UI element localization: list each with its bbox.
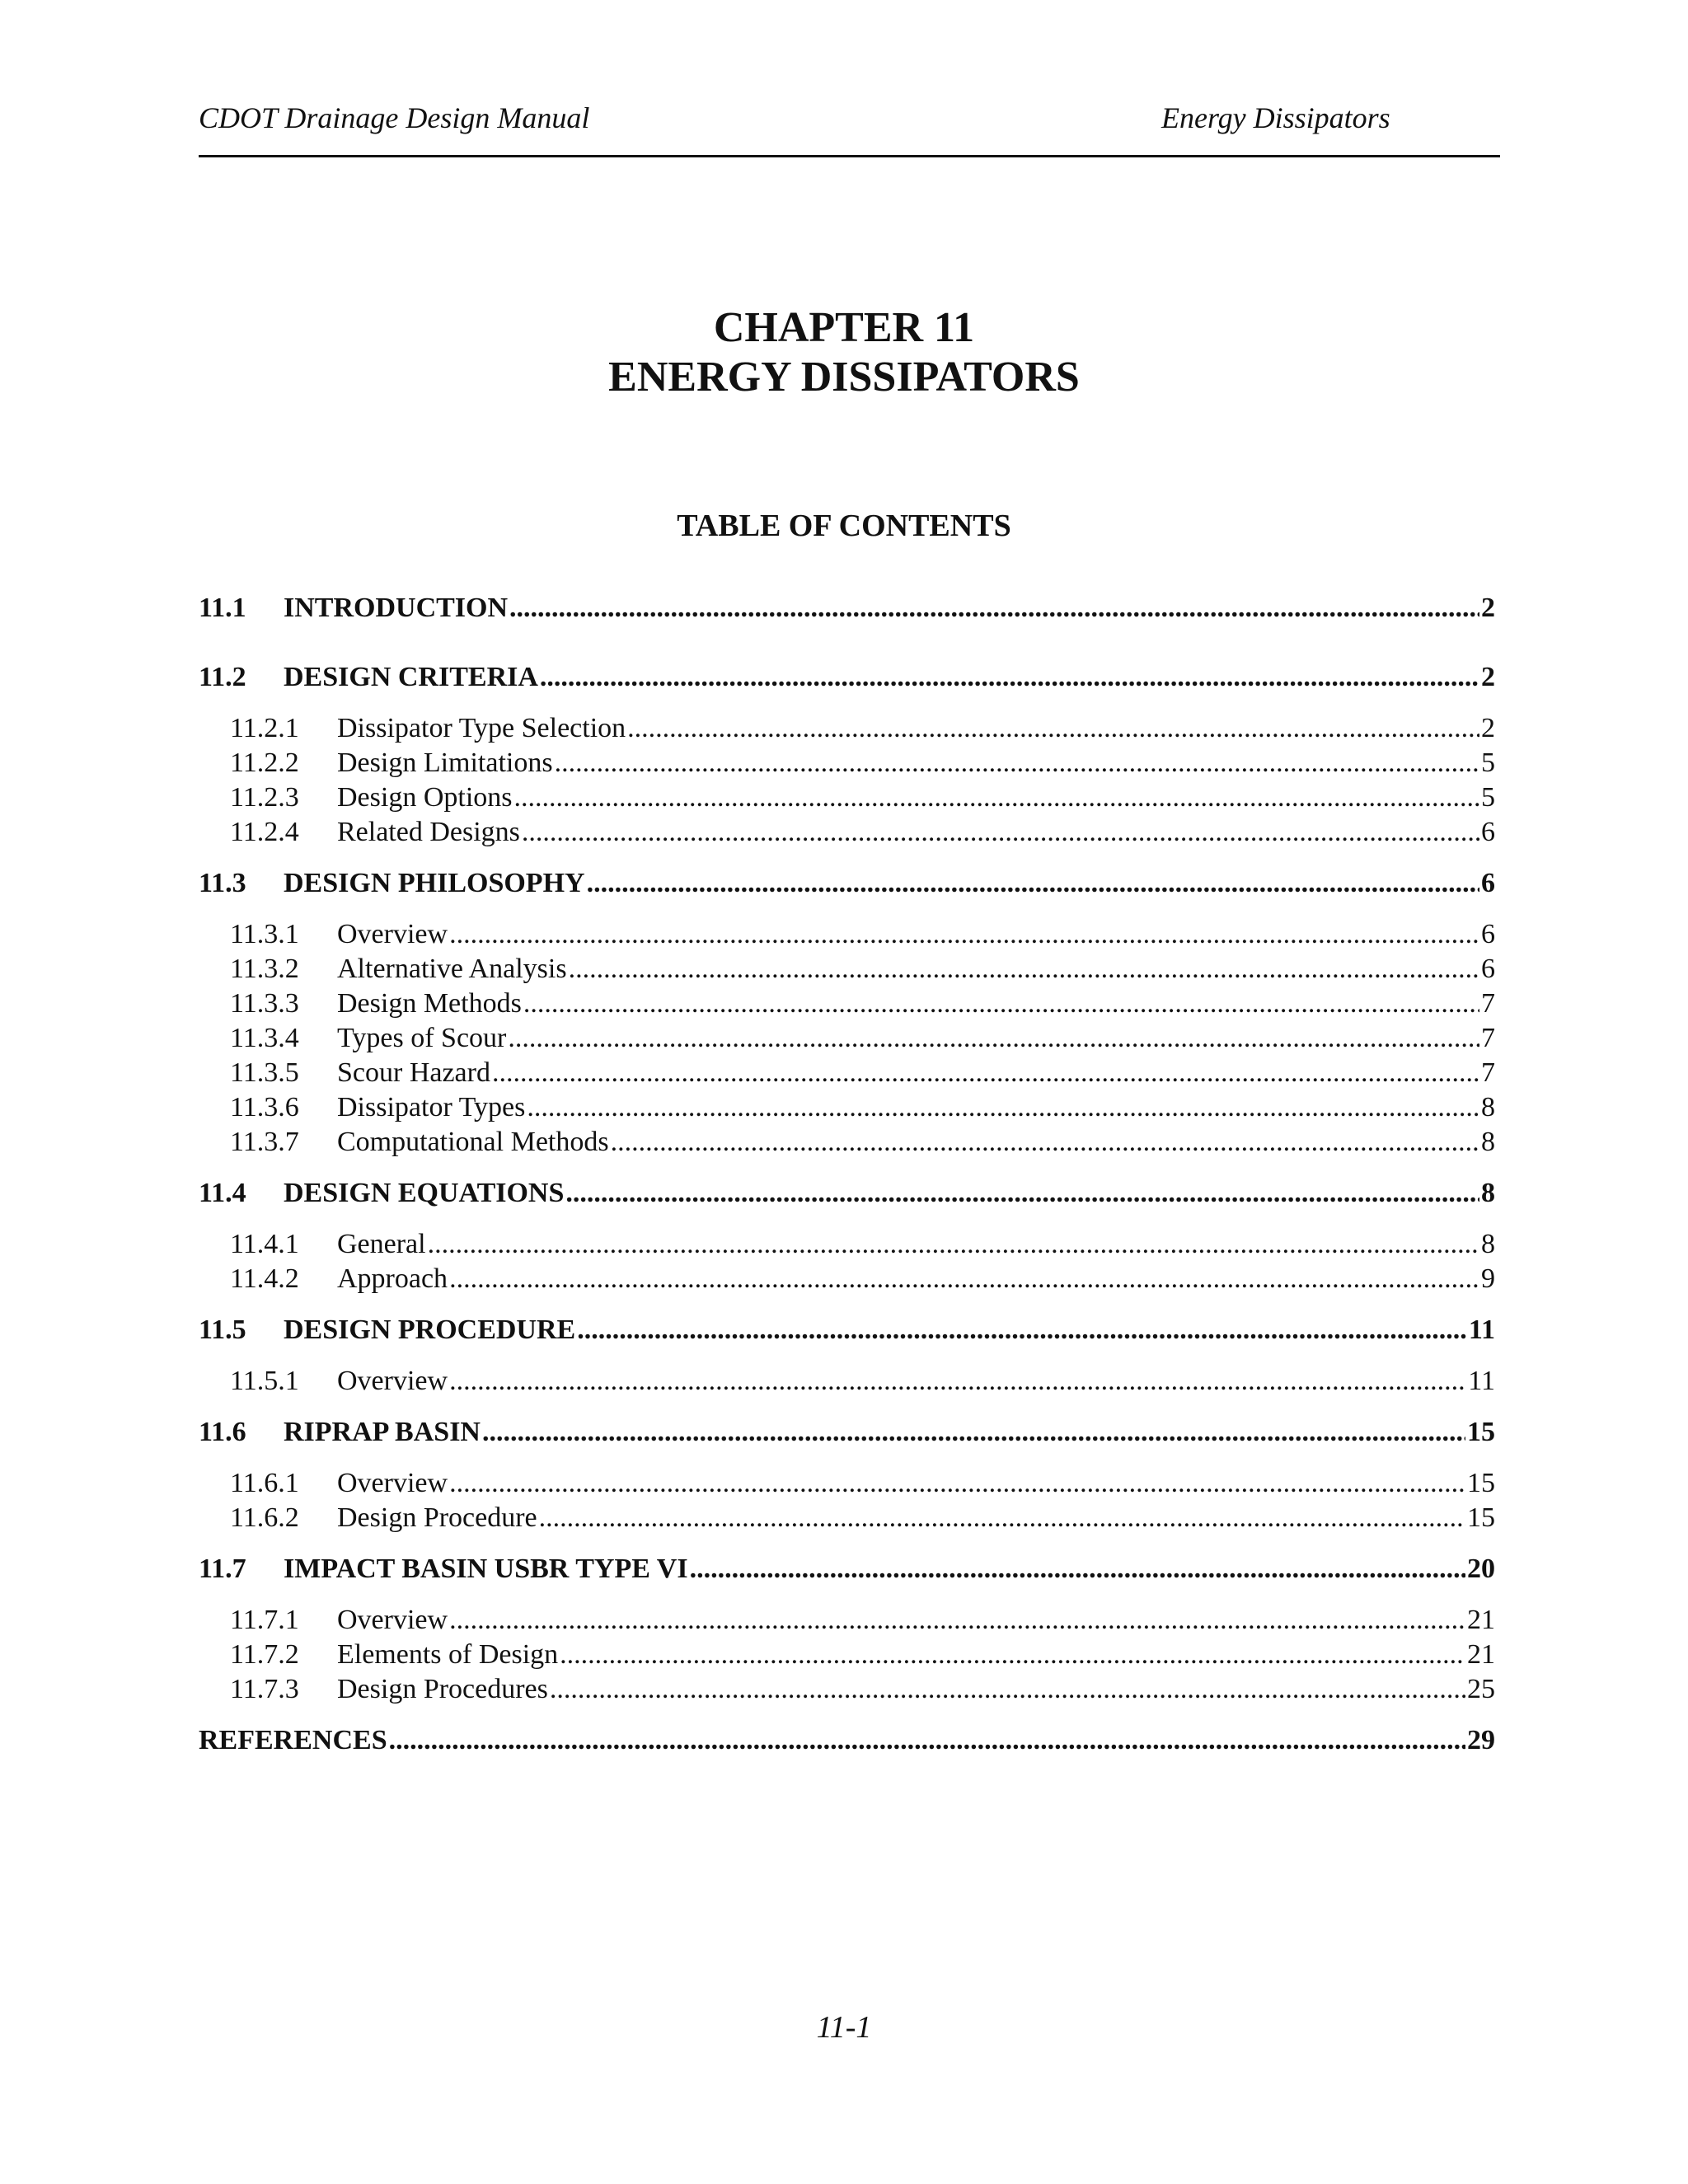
toc-entry-page: 8 xyxy=(1481,1127,1495,1157)
toc-entry-label: DESIGN PHILOSOPHY xyxy=(284,868,585,898)
toc-entry[interactable] xyxy=(199,1124,1495,1160)
dot-leader xyxy=(540,659,1479,696)
dot-leader xyxy=(527,1090,1479,1126)
toc-entry-page: 2 xyxy=(1481,593,1495,623)
dot-leader xyxy=(428,1226,1479,1263)
toc-entry-page: 5 xyxy=(1481,748,1495,778)
toc-entry-label: DESIGN CRITERIA xyxy=(284,662,538,692)
toc-entry-label: REFERENCES xyxy=(199,1725,387,1755)
toc-entry[interactable] xyxy=(199,1175,1495,1212)
toc-entry-number: 11.5.1 xyxy=(230,1366,299,1396)
toc-entry-number: 11.6.2 xyxy=(230,1502,299,1533)
toc-entry-label: Approach xyxy=(337,1263,448,1294)
toc-entry-number: 11.6.1 xyxy=(230,1468,299,1498)
toc-entry-page: 8 xyxy=(1481,1092,1495,1122)
toc-entry[interactable] xyxy=(199,1055,1495,1091)
toc-entry-page: 21 xyxy=(1467,1639,1495,1670)
dot-leader xyxy=(555,745,1479,781)
toc-entry-page: 8 xyxy=(1481,1178,1495,1208)
toc-entry[interactable] xyxy=(199,1226,1495,1263)
toc-entry[interactable] xyxy=(199,1312,1495,1348)
toc-entry-number: 11.3.5 xyxy=(230,1057,299,1088)
toc-entry-label: RIPRAP BASIN xyxy=(284,1417,481,1447)
toc-entry-label: DESIGN EQUATIONS xyxy=(284,1178,565,1208)
toc-entry-number: 11.4 xyxy=(199,1178,246,1208)
toc-entry-label: Design Options xyxy=(337,782,513,813)
dot-leader xyxy=(449,1465,1465,1502)
toc-entry[interactable] xyxy=(199,1637,1495,1673)
toc-entry-label: Overview xyxy=(337,919,448,949)
toc-entry-label: Scour Hazard xyxy=(337,1057,490,1088)
toc-entry-references[interactable] xyxy=(199,1722,1495,1759)
toc-entry-page: 29 xyxy=(1467,1725,1495,1755)
toc-entry-label: Design Procedure xyxy=(337,1502,537,1533)
toc-entry-page: 15 xyxy=(1467,1468,1495,1498)
toc-entry[interactable] xyxy=(199,590,1495,626)
toc-entry-page: 25 xyxy=(1467,1674,1495,1704)
toc-entry-label: Dissipator Type Selection xyxy=(337,713,626,743)
dot-leader xyxy=(560,1637,1465,1673)
toc-entry-page: 20 xyxy=(1467,1554,1495,1584)
toc-entry-number: 11.7.2 xyxy=(230,1639,299,1670)
toc-entry-page: 6 xyxy=(1481,954,1495,984)
dot-leader xyxy=(389,1722,1465,1759)
toc-entry-number: 11.3.6 xyxy=(230,1092,299,1122)
dot-leader xyxy=(508,1020,1479,1057)
dot-leader xyxy=(550,1671,1465,1708)
dot-leader xyxy=(449,1363,1466,1399)
toc-entry-number: 11.2.4 xyxy=(230,817,299,847)
toc-entry-label: Overview xyxy=(337,1605,448,1635)
toc-entry-number: 11.3.2 xyxy=(230,954,299,984)
toc-entry-label: Design Procedures xyxy=(337,1674,548,1704)
toc-heading: TABLE OF CONTENTS xyxy=(677,509,1011,543)
toc-entry[interactable] xyxy=(199,1602,1495,1638)
dot-leader xyxy=(492,1055,1479,1091)
toc-entry-label: Elements of Design xyxy=(337,1639,559,1670)
dot-leader xyxy=(627,710,1479,747)
toc-entry-label: Overview xyxy=(337,1366,448,1396)
toc-entry[interactable] xyxy=(199,951,1495,987)
header-manual-title: CDOT Drainage Design Manual xyxy=(199,101,590,134)
dot-leader xyxy=(522,814,1479,851)
toc-entry-page: 5 xyxy=(1481,782,1495,813)
toc-entry-number: 11.5 xyxy=(199,1315,246,1345)
toc-entry-page: 8 xyxy=(1481,1229,1495,1259)
running-header xyxy=(199,97,1500,157)
header-chapter-title: Energy Dissipators xyxy=(1161,101,1390,134)
toc-entry-label: Design Limitations xyxy=(337,748,553,778)
toc-entry-page: 2 xyxy=(1481,662,1495,692)
toc-entry-number: 11.1 xyxy=(199,593,246,623)
toc-entry-page: 7 xyxy=(1481,1057,1495,1088)
toc-entry-number: 11.3.1 xyxy=(230,919,299,949)
dot-leader xyxy=(482,1414,1465,1451)
dot-leader xyxy=(449,1261,1479,1297)
dot-leader xyxy=(514,780,1480,816)
toc-entry-label: Computational Methods xyxy=(337,1127,609,1157)
toc-entry-page: 7 xyxy=(1481,988,1495,1019)
toc-entry-number: 11.3 xyxy=(199,868,246,898)
toc-entry-number: 11.4.1 xyxy=(230,1229,299,1259)
toc-entry-label: Design Methods xyxy=(337,988,522,1019)
toc-entry[interactable] xyxy=(199,1465,1495,1502)
toc-entry-label: INTRODUCTION xyxy=(284,593,509,623)
dot-leader xyxy=(539,1500,1465,1536)
toc-entry-label: Alternative Analysis xyxy=(337,954,567,984)
toc-entry-page: 15 xyxy=(1467,1502,1495,1533)
dot-leader xyxy=(611,1124,1479,1160)
toc-entry-page: 21 xyxy=(1467,1605,1495,1635)
toc-entry-number: 11.4.2 xyxy=(230,1263,299,1294)
toc-entry-page: 9 xyxy=(1481,1263,1495,1294)
toc-entry-number: 11.2.3 xyxy=(230,782,299,813)
toc-entry-page: 15 xyxy=(1467,1417,1495,1447)
toc-entry[interactable] xyxy=(199,710,1495,747)
toc-entry-number: 11.3.4 xyxy=(230,1023,299,1053)
dot-leader xyxy=(565,1175,1479,1212)
toc-entry-label: Dissipator Types xyxy=(337,1092,526,1122)
toc-entry-number: 11.7 xyxy=(199,1554,246,1584)
toc-entry-label: General xyxy=(337,1229,426,1259)
toc-entry[interactable] xyxy=(199,916,1495,953)
dot-leader xyxy=(509,590,1479,626)
chapter-title: ENERGY DISSIPATORS xyxy=(608,354,1080,401)
toc-entry[interactable] xyxy=(199,745,1495,781)
toc-entry-number: 11.2.1 xyxy=(230,713,299,743)
toc-entry[interactable] xyxy=(199,1261,1495,1297)
toc-entry[interactable] xyxy=(199,1363,1495,1399)
dot-leader xyxy=(577,1312,1467,1348)
toc-entry[interactable] xyxy=(199,1020,1495,1057)
toc-entry-label: Types of Scour xyxy=(337,1023,507,1053)
chapter-number: CHAPTER 11 xyxy=(713,304,975,351)
toc-entry-number: 11.7.3 xyxy=(230,1674,299,1704)
toc-entry-label: Overview xyxy=(337,1468,448,1498)
dot-leader xyxy=(523,986,1479,1022)
toc-entry-number: 11.2 xyxy=(199,662,246,692)
toc-entry-page: 11 xyxy=(1468,1315,1495,1345)
toc-entry[interactable] xyxy=(199,1500,1495,1536)
toc-entry[interactable] xyxy=(199,986,1495,1022)
toc-entry-number: 11.6 xyxy=(199,1417,246,1447)
toc-entry[interactable] xyxy=(199,865,1495,902)
page-number: 11-1 xyxy=(816,2010,872,2045)
toc-entry-page: 6 xyxy=(1481,868,1495,898)
toc-entry-page: 7 xyxy=(1481,1023,1495,1053)
toc-entry[interactable] xyxy=(199,1551,1495,1587)
dot-leader xyxy=(690,1551,1465,1587)
toc-entry-number: 11.3.7 xyxy=(230,1127,299,1157)
dot-leader xyxy=(449,916,1479,953)
toc-entry[interactable] xyxy=(199,1414,1495,1451)
toc-entry-number: 11.7.1 xyxy=(230,1605,299,1635)
toc-entry-page: 2 xyxy=(1481,713,1495,743)
toc-entry-label: Related Designs xyxy=(337,817,520,847)
toc-entry-number: 11.3.3 xyxy=(230,988,299,1019)
toc-entry-number: 11.2.2 xyxy=(230,748,299,778)
toc-entry[interactable] xyxy=(199,814,1495,851)
toc-entry-page: 6 xyxy=(1481,919,1495,949)
toc-entry[interactable] xyxy=(199,780,1495,816)
toc-entry-page: 11 xyxy=(1468,1366,1495,1396)
toc-entry-label: DESIGN PROCEDURE xyxy=(284,1315,576,1345)
dot-leader xyxy=(587,865,1479,902)
toc-entry[interactable] xyxy=(199,659,1495,696)
toc-entry[interactable] xyxy=(199,1090,1495,1126)
toc-entry[interactable] xyxy=(199,1671,1495,1708)
dot-leader xyxy=(449,1602,1465,1638)
toc-entry-label: IMPACT BASIN USBR TYPE VI xyxy=(284,1554,688,1584)
dot-leader xyxy=(569,951,1479,987)
toc-entry-page: 6 xyxy=(1481,817,1495,847)
